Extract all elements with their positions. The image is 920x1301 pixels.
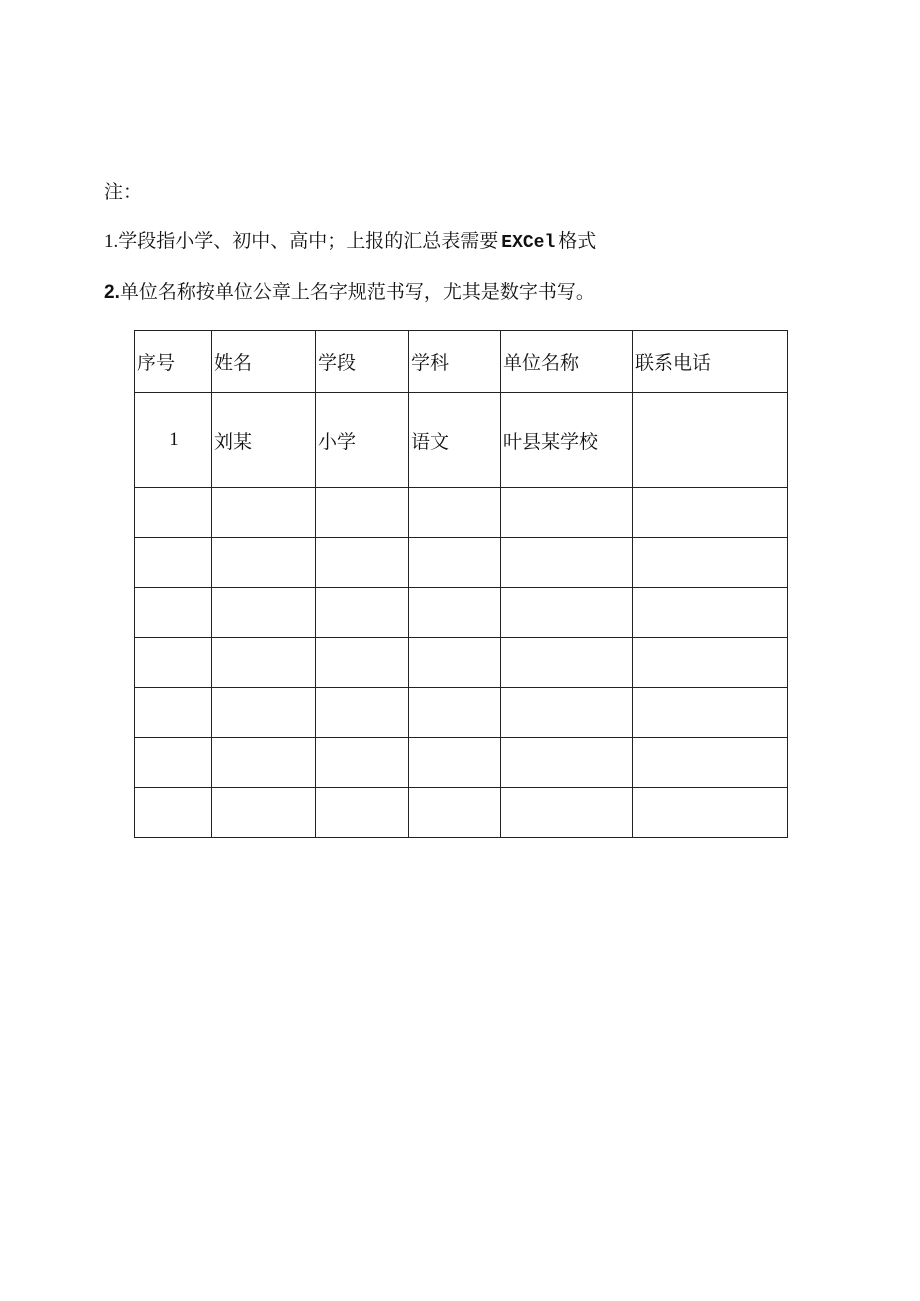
table-cell <box>316 688 409 738</box>
table-cell <box>212 538 316 588</box>
table-cell <box>633 538 788 588</box>
table-cell <box>316 588 409 638</box>
table-cell <box>501 788 633 838</box>
table-header-row <box>135 331 788 393</box>
table-cell <box>212 488 316 538</box>
table-cell <box>633 688 788 738</box>
table-cell: 语文 <box>409 393 501 488</box>
table-cell <box>409 588 501 638</box>
table-row <box>135 488 788 538</box>
table-cell <box>212 638 316 688</box>
table-cell <box>633 638 788 688</box>
table-cell <box>316 788 409 838</box>
note-item-1-excel: EXCel <box>501 233 556 253</box>
note-item-1-number: 1. <box>104 231 119 252</box>
table-cell <box>316 738 409 788</box>
table-cell <box>316 638 409 688</box>
table-cell <box>409 638 501 688</box>
table-row <box>135 538 788 588</box>
header-cell-phone: 联系电话 <box>633 331 788 393</box>
note-item-1-text-end: 格式 <box>558 230 597 252</box>
table-cell <box>212 588 316 638</box>
header-cell-subject: 学科 <box>409 331 501 393</box>
table-cell <box>212 688 316 738</box>
table-cell <box>316 538 409 588</box>
note-item-1 <box>104 229 596 255</box>
table-row <box>135 393 788 488</box>
table-cell <box>633 393 788 488</box>
table-cell <box>316 488 409 538</box>
table-cell <box>501 638 633 688</box>
table-cell: 小学 <box>316 393 409 488</box>
table-cell <box>135 638 212 688</box>
table-cell <box>409 688 501 738</box>
table-cell <box>135 538 212 588</box>
table-cell <box>501 588 633 638</box>
table-row <box>135 688 788 738</box>
header-cell-unit: 单位名称 <box>501 331 633 393</box>
note-title: 注： <box>104 181 143 203</box>
table-cell <box>135 588 212 638</box>
note-item-2-number: 2. <box>104 282 120 303</box>
table-cell: 叶县某学校 <box>501 393 633 488</box>
table-row <box>135 738 788 788</box>
table-cell <box>633 588 788 638</box>
table-cell <box>409 738 501 788</box>
table-cell <box>212 738 316 788</box>
roster-table <box>134 330 788 838</box>
table-row <box>135 788 788 838</box>
table-row <box>135 588 788 638</box>
table-cell <box>501 488 633 538</box>
table-cell <box>501 688 633 738</box>
table-cell <box>409 538 501 588</box>
table-cell <box>135 738 212 788</box>
note-item-2-text: 单位名称按单位公章上名字规范书写，尤其是数字书写。 <box>119 281 595 303</box>
table-cell <box>212 788 316 838</box>
header-cell-stage: 学段 <box>316 331 409 393</box>
note-item-2 <box>104 280 595 305</box>
table-cell <box>135 688 212 738</box>
table-cell <box>409 788 501 838</box>
table-cell: 刘某 <box>212 393 316 488</box>
table-cell <box>135 788 212 838</box>
header-cell-name: 姓名 <box>212 331 316 393</box>
table-row <box>135 638 788 688</box>
table-cell <box>501 538 633 588</box>
table-cell: 1 <box>135 393 212 488</box>
note-item-1-text: 学段指小学、初中、高中；上报的汇总表需要 <box>118 230 499 252</box>
header-cell-seq: 序号 <box>135 331 212 393</box>
table-cell <box>633 788 788 838</box>
table-cell <box>501 738 633 788</box>
table-cell <box>633 738 788 788</box>
table-cell <box>633 488 788 538</box>
table-cell <box>135 488 212 538</box>
table-cell <box>409 488 501 538</box>
